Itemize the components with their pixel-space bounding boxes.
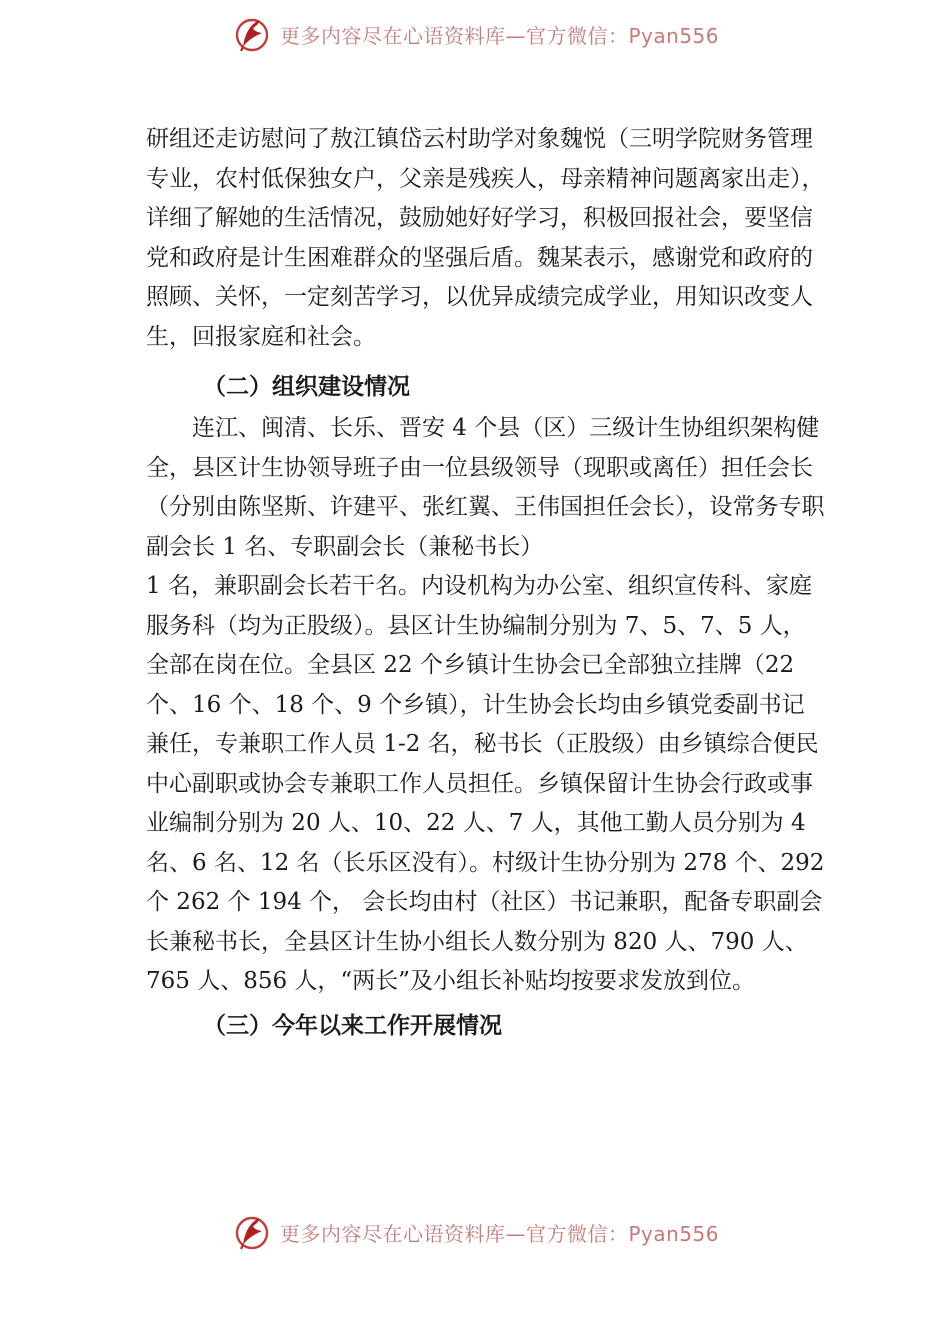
paragraph-organization-part1: 连江、闽清、长乐、晋安 4 个县（区）三级计生协组织架构健全，县区计生协领导班子由一位县级领导（现职或离任）担任会长（分别由陈坚斯、许建平、张红翼、王伟国担任会长），设常务专职副会长 1 名、专职副会长（兼秘书长） [146,415,825,560]
banner-text: 更多内容尽在心语资料库—官方微信：Pyan556 [280,1221,720,1246]
paragraph-organization-part2: 1 名，兼职副会长若干名。内设机构为办公室、组织宣传科、家庭服务科（均为正股级）。县区计生协编制分别为 7、5、7、5 人，全部在岗在位。全县区 22 个乡镇计生协会已全部独立挂牌（22 个、16 个、18 个、9 个乡镇），计生协会长均由乡镇党委副书记兼任，专兼职工作人员 1-2 名，秘书长（正股级）由乡镇综合便民中心副职或协会专兼职工作人员担任。乡镇保留计生协会行政或事业编制分别为 20 人、10、22 人、7 人，其他工勤人员分别为 4 名、6 名、12 名（长乐区没有）。村级计生协分别为 278 个、292 个 262 个 194 个， 会长均由村（社区）书记兼职，配备专职副会长兼秘书长，全县区计生协小组长人数分别为 820 人、790 人、765 人、856 人，“两长”及小组长补贴均按要求发放到位。 [146,573,825,994]
section-heading-organization: （二）组织建设情况 [203,374,410,400]
banner-text: 更多内容尽在心语资料库—官方微信：Pyan556 [280,23,720,48]
footer-banner [232,1212,719,1252]
quill-pen-logo-icon [232,1212,272,1252]
header-banner [232,14,719,54]
quill-pen-logo-icon [232,14,272,54]
document-body [146,120,826,1048]
section-heading-work-progress: （三）今年以来工作开展情况 [203,1012,502,1039]
paragraph-visit: 研组还走访慰问了敖江镇岱云村助学对象魏悦（三明学院财务管理专业，农村低保独女户，父亲是残疾人，母亲精神问题离家出走），详细了解她的生活情况，鼓励她好好学习，积极回报社会，要坚信党和政府是计生困难群众的坚强后盾。魏某表示，感谢党和政府的照顾、关怀，一定刻苦学习，以优异成绩完成学业，用知识改变人生，回报家庭和社会。 [146,126,825,350]
